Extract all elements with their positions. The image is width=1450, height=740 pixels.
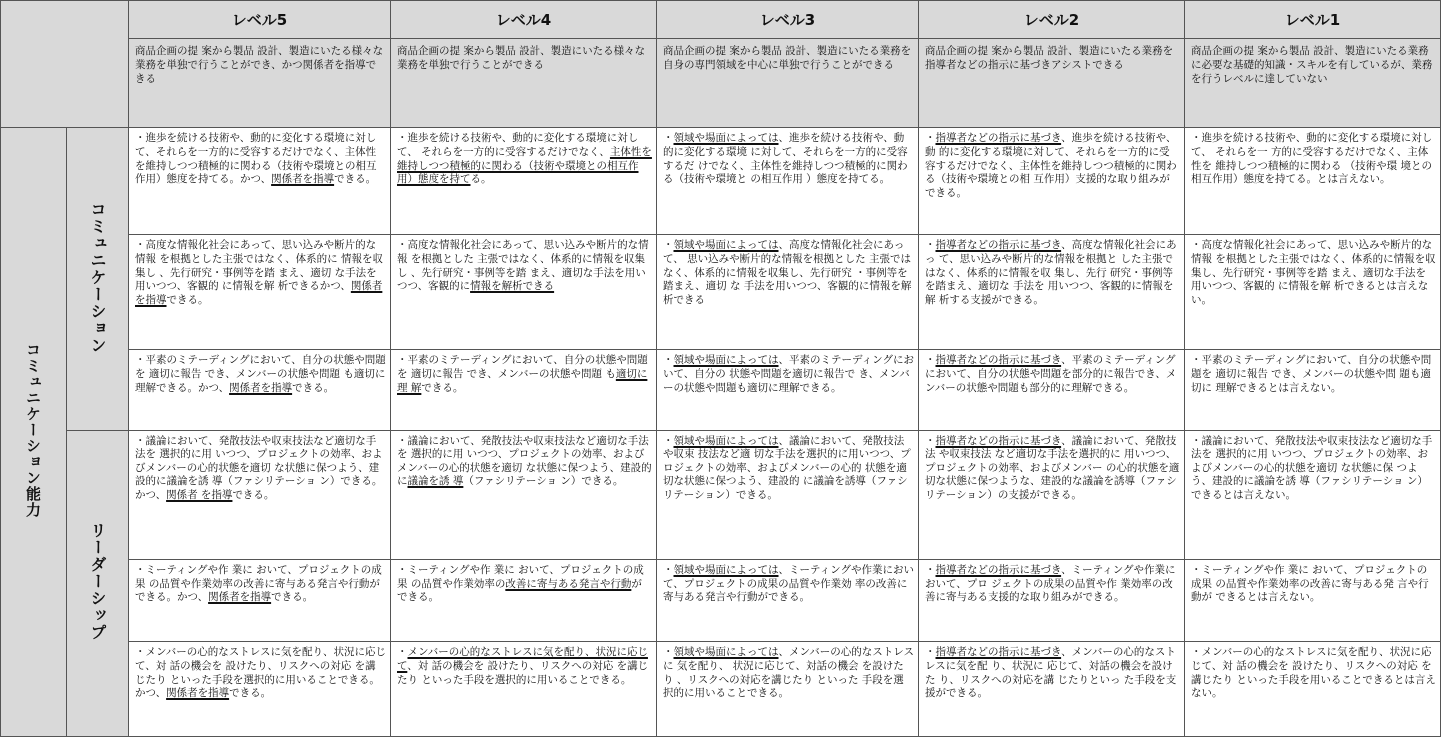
cell-underlined-text: 適切に理 解	[397, 368, 648, 394]
cell-underlined-text: 関係者 を指導	[166, 489, 233, 502]
table-cell	[919, 128, 1185, 235]
cell-text: 、議論において、発散技法 や収束技法 など適切な手法を選択的に 用いつつ、プロジェクトの効率、およびメンバー の心的状態を適切な状態に保つような、建設的な議論を誘導（ファシリテーション）の支援ができる。	[925, 434, 1180, 502]
cell-underlined-text: メンバーの心的なストレスに気を配り、状況に応じて	[397, 646, 648, 672]
cell-text: ・ミーティングや作 業に おいて、プロジェクトの成果 の品質や作業効率の改善に寄与ある発 言や行動が できるとは言えない。	[1191, 564, 1429, 604]
subcategory-cell	[67, 128, 129, 430]
cell-text: る。	[470, 173, 492, 186]
table-cell	[919, 235, 1185, 350]
cell-text: ・	[663, 564, 674, 577]
cell-text: 、メンバーの心的なストレスに気を配 り、状況に 応じて、対話の機会を設けた り、リスクへの対応を講 じたりといっ た手段を支援ができる。	[925, 646, 1177, 700]
cell-underlined-text: 主体性を維持しつつ積極的に関わる（技術や環境との相互作用）態度を持て	[397, 146, 652, 186]
table-row	[1, 560, 1441, 642]
cell-text: できる。	[292, 381, 335, 394]
table-row	[1, 642, 1441, 737]
cell-text: ・	[663, 434, 674, 447]
table-cell	[919, 430, 1185, 560]
subcategory-label: コミュニケーション	[88, 200, 107, 354]
table-cell	[1185, 560, 1441, 642]
table-cell	[1185, 128, 1441, 235]
level-heading: レベル4	[391, 1, 657, 39]
cell-text: できる。	[229, 687, 272, 700]
table-cell	[1185, 430, 1441, 560]
cell-text: 、ミーティングや作業において、プロ ジェクトの成果の品質や作 業効率の改 善に寄与ある支援的な取り組みができる。	[925, 564, 1176, 604]
level-description: 商品企画の提 案から製品 設計、製造にいたる様々な業務を単独で行うことができ、かつ関係者を指導できる	[129, 39, 391, 128]
cell-text: できる。	[232, 489, 275, 502]
cell-text: （ファシリテーショ ン）できる。	[463, 475, 624, 488]
cell-text: ・	[663, 132, 674, 145]
cell-text: 、メンバーの心的なストレスに 気を配り、 状況に応じて、対話の機会 を設けたり 、リスクへの対応を講じたり といった 手段を選択的に用いることできる。	[663, 646, 914, 700]
cell-text: ・	[925, 239, 936, 252]
cell-text: できる。	[334, 173, 377, 186]
level-description: 商品企画の提 案から製品 設計、製造にいたる様々な業務を単独で行うことができる	[391, 39, 657, 128]
cell-text: ・議論において、発散技法や収束技法など適切な手法を 選択的に用 いつつ、プロジェクトの効率、およびメンバーの心的状態を適切 な状態に保つよう、建設的に	[397, 434, 652, 488]
cell-underlined-text: 議論を誘 導	[407, 475, 464, 488]
table-cell	[657, 642, 919, 737]
cell-text: 、平素のミテーディング において、自分の状態や問題を部分的に報告でき、メンバーの状態や問題も部分的に理解できる。	[925, 354, 1177, 394]
cell-underlined-text: 情報を解析できる	[470, 280, 555, 293]
level-description: 商品企画の提 案から製品 設計、製造にいたる業務を指導者などの指示に基づきアシストできる	[919, 39, 1185, 128]
cell-text: ・平素のミテーディングにおいて、自分の状態や問題を 適切に報告 でき、メンバーの状態や問題 も	[397, 354, 648, 381]
table-cell	[129, 560, 391, 642]
table-cell	[657, 235, 919, 350]
cell-underlined-text: 関係者を指導	[166, 687, 230, 700]
level-description-row	[1, 39, 1441, 128]
table-cell	[1185, 235, 1441, 350]
table-cell	[391, 560, 657, 642]
cell-text: ・進歩を続ける技術や、動的に変化する環境に対して、 それらを一方的に受容するだけでなく、	[397, 132, 639, 159]
table-cell	[129, 235, 391, 350]
cell-text: ・高度な情報化社会にあって、思い込みや断片的な情報 を根拠とした 主張ではなく、体系的に情報を収集し 、先行研究・事例等を踏 まえ、適切な手法を用いつつ、客観的に	[397, 239, 649, 293]
table-row	[1, 430, 1441, 560]
cell-underlined-text: 関係者を指導	[208, 591, 272, 604]
table-cell	[129, 642, 391, 737]
cell-underlined-text: 領域や場面によっては	[673, 132, 779, 145]
level-description: 商品企画の提 案から製品 設計、製造にいたる業務に必要な基礎的知識・スキルを有しているが、業務を行うレベルに達していない	[1185, 39, 1441, 128]
cell-underlined-text: 指導者などの指示に基づき	[935, 646, 1062, 659]
cell-text: ができる。	[397, 577, 642, 604]
table-cell	[391, 350, 657, 430]
cell-text: できる。	[166, 293, 209, 306]
cell-text: ・進歩を続ける技術や、動的に変化する環境に対して、 それらを一 方的に受容するだけでなく、主体性を 維持しつつ積極的に関わる （技術や環 境との相互作用）態度を持てる。とは言えない。	[1191, 132, 1433, 186]
cell-text: ・高度な情報化社会にあって、思い込みや断片的な情報 を根拠とした主張ではなく、体系的に情報を収集し、先行研究・事例等を踏 まえ、適切な手法を用いつつ、客観的 に情報を解 析できるとは言えない。	[1191, 239, 1436, 306]
cell-text: ・	[925, 646, 936, 659]
cell-text: ・	[925, 434, 936, 447]
cell-text: 、対 話の機会を 設けたり、リスクへの対応 を講じたり といった手段を選択的に用いることできる。	[397, 659, 649, 686]
cell-underlined-text: 指導者などの指示に基づき	[935, 132, 1062, 145]
cell-text: ・平素のミテーディングにおいて、自分の状態や問題を 適切に報告 でき、メンバーの状態や問題 も適切に理解できる。かつ、	[135, 354, 386, 394]
cell-text: ・ミーティングや作 業に おいて、プロジェクトの成果 の品質や作業効率の	[397, 564, 644, 590]
cell-text: 、高度な情報化社会にあって、 思い込みや断片的な情報を根拠とした 主張ではなく、体系的に情報を収集し、先行研究 ・事例等を踏まえ、適切 な 手法を用いつつ、客観的に情報を解析できる	[663, 239, 912, 306]
level-description: 商品企画の提 案から製品 設計、製造にいたる業務を自身の専門領域を中心に単独で行うことができる	[657, 39, 919, 128]
cell-text: 、進歩を続ける技術や、動 的に変化する環境に対して、それらを一方的に受容するだけでなく、主体性を維持しつつ積極的に関わる（技術や環境との相 互作用）支援的な取り組みができる。	[925, 132, 1177, 199]
table-cell	[391, 642, 657, 737]
level-heading: レベル3	[657, 1, 919, 39]
table-cell	[1185, 350, 1441, 430]
cell-text: ・メンバーの心的なストレスに気を配り、状況に応じて、対 話の機会を 設けたり、リスクへの対応 を講じたり といった手段を用いることできるとは言えない。	[1191, 646, 1436, 700]
table-cell	[919, 642, 1185, 737]
cell-underlined-text: 領域や場面によっては	[673, 434, 779, 447]
cell-underlined-text: 関係者を指導	[229, 381, 293, 394]
table-cell	[129, 430, 391, 560]
cell-text: 、平素のミテーディングにおいて、自分の 状態や問題を適切に報告で き、メンバーの状態や問題も適切に理解できる。	[663, 354, 914, 394]
cell-text: ・ミーティングや作 業に おいて、プロジェクトの成果 の品質や作業効率の改善に寄与ある発言や行動が できる。かつ、	[135, 564, 382, 604]
table-cell	[391, 430, 657, 560]
table-cell	[657, 350, 919, 430]
table-row	[1, 350, 1441, 430]
table-row	[1, 235, 1441, 350]
cell-text: ・メンバーの心的なストレスに気を配り、状況に応じて、対 話の機会を 設けたり、リスクへの対応 を講じたり といった手段を選択的に用いることできる。かつ、	[135, 646, 386, 700]
table-cell	[919, 350, 1185, 430]
cell-text: ・	[925, 564, 936, 577]
table-cell	[391, 128, 657, 235]
cell-text: できる。	[421, 381, 464, 394]
level-heading: レベル2	[919, 1, 1185, 39]
category-label: コミュニケーション能力	[24, 342, 42, 519]
cell-text: できる。	[271, 591, 314, 604]
cell-underlined-text: 領域や場面によっては	[673, 354, 779, 367]
cell-text: 、議論において、発散技法や収束 技法など適 切な手法を選択的に用いつつ、プロジェクトの効率、およびメンバーの心的 状態を適切な状態に保つよう、建設的 に議論を誘導（ファシリテーション）できる。	[663, 434, 911, 502]
cell-text: ・	[663, 239, 674, 252]
cell-text: ・	[925, 132, 936, 145]
cell-text: ・	[663, 354, 674, 367]
cell-underlined-text: 指導者などの指示に基づき	[935, 434, 1062, 447]
table-cell	[129, 350, 391, 430]
cell-underlined-text: 関係者を指導	[135, 280, 383, 306]
cell-underlined-text: 指導者などの指示に基づき	[935, 239, 1062, 252]
level-heading: レベル5	[129, 1, 391, 39]
table-cell	[657, 128, 919, 235]
table-cell	[129, 128, 391, 235]
cell-text: ・平素のミテーディングにおいて、自分の状態や問題を 適切に報告 でき、メンバーの状態や問 題も適切に 理解できるとは言えない。	[1191, 354, 1432, 394]
cell-text: ・議論において、発散技法や収束技法など適切な手法を 選択的に用 いつつ、プロジェクトの効率、およびメンバーの心的状態を適切 な状態に保つよう、建設的に議論を誘 導（ファシリテーショ ン）できる。かつ、	[135, 434, 383, 502]
cell-text: 、ミーティングや作業において、プロジェクトの成果の品質や作業効 率の改善に 寄与ある発言や行動ができる。	[663, 564, 914, 604]
cell-text: ・進歩を続ける技術や、動的に変化する環境に対して、それらを一方的に受容するだけでなく、主体性を維持しつつ積極的に関わる（技術や環境との相互作用）態度を持てる。かつ、	[135, 132, 377, 186]
subcategory-cell	[67, 430, 129, 736]
cell-underlined-text: 関係者を指導	[271, 173, 335, 186]
cell-text: ・	[397, 646, 408, 659]
table-cell	[1185, 642, 1441, 737]
level-header-row	[1, 1, 1441, 39]
table-cell	[657, 430, 919, 560]
cell-underlined-text: 領域や場面によっては	[673, 239, 779, 252]
category-cell	[1, 128, 67, 737]
table-row	[1, 128, 1441, 235]
level-heading: レベル1	[1185, 1, 1441, 39]
cell-text: ・高度な情報化社会にあって、思い込みや断片的な情報 を根拠とした主張ではなく、体系的に 情報を収集し 、先行研究・事例等を踏 まえ、適切 な手法を用いつつ、客観的 に情報を解 析できるかつ、	[135, 239, 383, 293]
cell-text: ・	[925, 354, 936, 367]
cell-text: ・議論において、発散技法や収束技法など適切な手法を 選択的に用 いつつ、プロジェクトの効率、およびメンバーの心的状態を適切 な状態に保 つよう、建設的に議論を誘 導（ファシリテーショ ン）できるとは言えない。	[1191, 434, 1433, 502]
cell-text: 、進歩を続ける技術や、動的に変化する環境 に対して、それらを一方的に受容するだ けでなく、主体性を維持しつつ積極的に関わる（技術や環境と の相互作用 ）態度を持てる。	[663, 132, 908, 186]
table-cell	[657, 560, 919, 642]
cell-underlined-text: 領域や場面によっては	[673, 564, 779, 577]
cell-underlined-text: 改善に寄与ある発言や行動	[505, 577, 632, 590]
table-cell	[919, 560, 1185, 642]
header-corner	[1, 1, 129, 128]
cell-underlined-text: 指導者などの指示に基づき	[935, 354, 1062, 367]
cell-underlined-text: 領域や場面によっては	[673, 646, 779, 659]
cell-underlined-text: 指導者などの指示に基づき	[935, 564, 1062, 577]
cell-text: ・	[663, 646, 674, 659]
subcategory-label: リーダーシップ	[88, 521, 107, 641]
table-cell	[391, 235, 657, 350]
cell-text: 、高度な情報化社会にあっ て、思い込みや断片的な情報を根拠と した主張で はなく、体系的に情報を収 集し、先行 研究・事例等を踏まえ、適切な 手法を 用いつつ、客観的に情報を解 析する支援ができる。	[925, 239, 1177, 306]
